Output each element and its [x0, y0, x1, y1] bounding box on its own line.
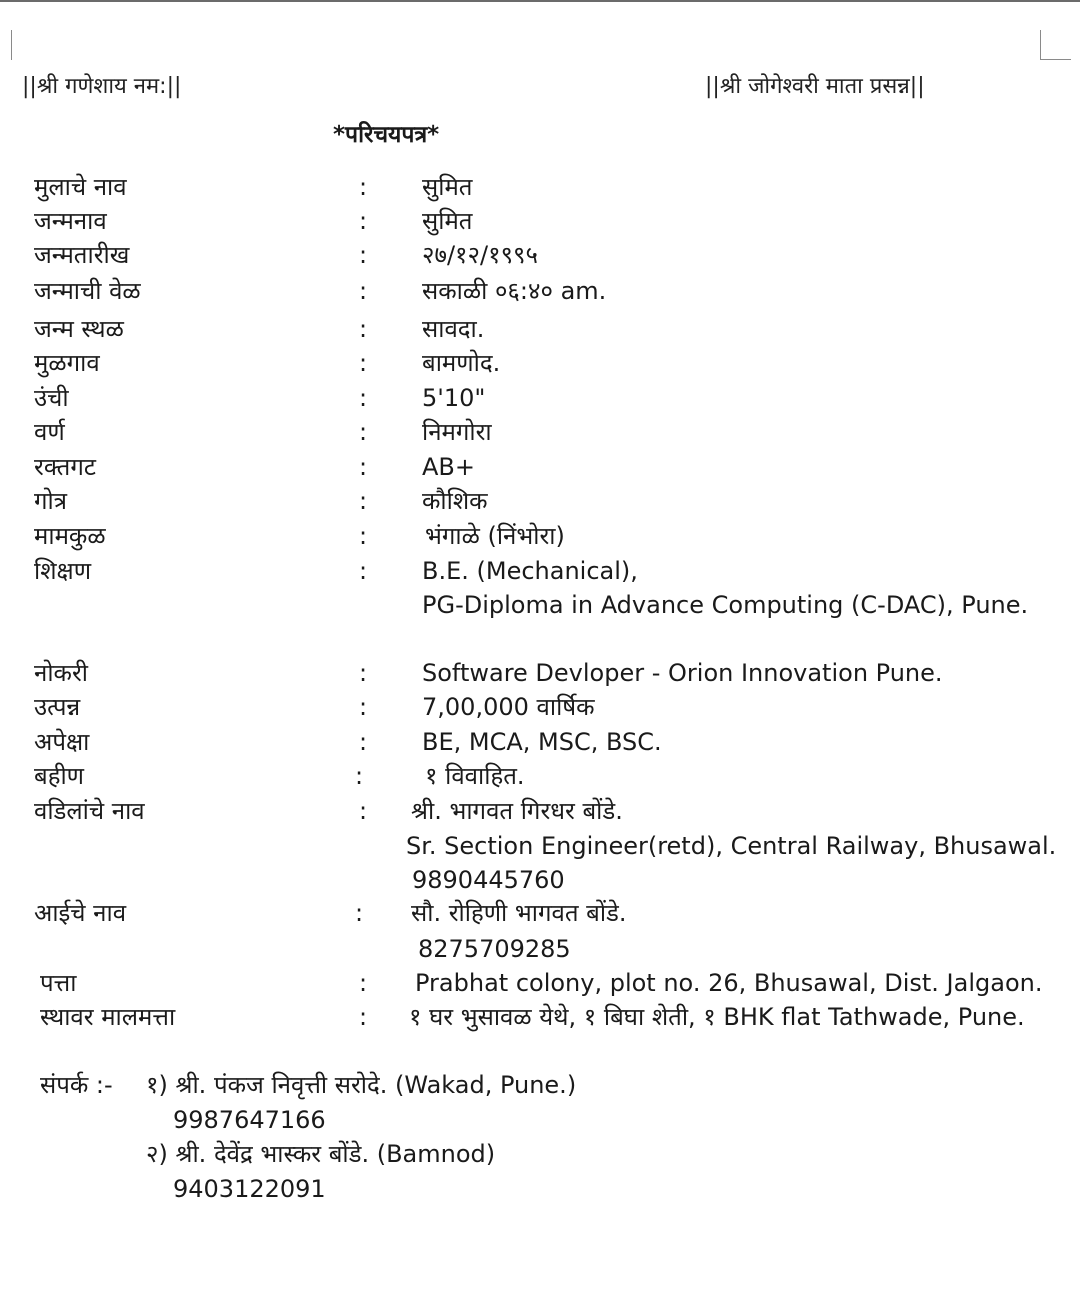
row-complexion: [0, 415, 1080, 449]
row-maternal-family: [0, 519, 1080, 553]
field-colon: :: [359, 522, 368, 550]
row-education: [0, 554, 1080, 588]
field-colon: :: [359, 315, 368, 343]
row-native-village: [0, 346, 1080, 380]
field-colon: :: [359, 969, 368, 997]
right-margin-marker: [1040, 30, 1071, 60]
row-birth-name: [0, 204, 1080, 238]
mother-phone: 8275709285: [418, 935, 571, 963]
field-colon: :: [359, 453, 368, 481]
field-label: नोकरी: [34, 659, 88, 687]
row-father-name: [0, 794, 1080, 828]
field-label: मुळगाव: [34, 349, 100, 377]
top-border-line: [0, 0, 1080, 2]
field-label: जन्माची वेळ: [34, 277, 141, 305]
row-birth-place: [0, 312, 1080, 346]
field-value: श्री. भागवत गिरधर बोंडे.: [411, 797, 623, 825]
field-value: AB+: [422, 453, 475, 481]
row-address: [0, 966, 1080, 1000]
field-label: शिक्षण: [34, 557, 92, 585]
field-label: उंची: [34, 384, 69, 412]
contact-2-name: २) श्री. देवेंद्र भास्कर बोंडे. (Bamnod): [146, 1140, 496, 1168]
row-height: [0, 381, 1080, 415]
row-property: [0, 1000, 1080, 1034]
field-value: १ विवाहित.: [425, 762, 525, 790]
field-label: स्थावर मालमत्ता: [40, 1003, 176, 1031]
field-label: जन्मतारीख: [34, 241, 130, 269]
field-value: बामणोद.: [422, 349, 501, 377]
document-title: *परिचयपत्र*: [333, 122, 440, 148]
field-value: सकाळी ०६:४० am.: [422, 277, 607, 305]
father-phone: 9890445760: [412, 866, 565, 894]
field-value: BE, MCA, MSC, BSC.: [422, 728, 662, 756]
field-label: पत्ता: [40, 969, 77, 997]
field-colon: :: [359, 384, 368, 412]
education-line-2: PG-Diploma in Advance Computing (C-DAC), Pune.: [422, 591, 1029, 619]
field-value: 7,00,000 वार्षिक: [422, 693, 595, 721]
contact-1-phone: 9987647166: [173, 1106, 326, 1134]
field-label: जन्म स्थळ: [34, 315, 124, 343]
row-blood-group: [0, 450, 1080, 484]
field-value: Software Devloper - Orion Innovation Pune.: [422, 659, 943, 687]
field-value: सावदा.: [422, 315, 485, 343]
row-boy-name: [0, 170, 1080, 204]
contact-label: संपर्क :-: [40, 1071, 113, 1099]
field-colon: :: [359, 487, 368, 515]
field-colon: :: [359, 659, 368, 687]
field-label: अपेक्षा: [34, 728, 90, 756]
row-job: [0, 656, 1080, 690]
header-right-invocation: ||श्री जोगेश्वरी माता प्रसन्न||: [705, 74, 925, 99]
field-colon: :: [359, 728, 368, 756]
field-label: मामकुळ: [34, 522, 106, 550]
field-value: २७/१२/१९९५: [422, 241, 539, 269]
field-colon: :: [355, 762, 364, 790]
field-colon: :: [359, 207, 368, 235]
father-occupation: Sr. Section Engineer(retd), Central Railway, Bhusawal.: [406, 832, 1057, 860]
field-value: कौशिक: [422, 487, 488, 515]
field-value: Prabhat colony, plot no. 26, Bhusawal, Dist. Jalgaon.: [415, 969, 1043, 997]
field-label: वर्ण: [34, 418, 65, 446]
row-mother-name: [0, 896, 1080, 930]
field-colon: :: [359, 173, 368, 201]
contact-2-phone: 9403122091: [173, 1175, 326, 1203]
field-value: सौ. रोहिणी भागवत बोंडे.: [411, 899, 627, 927]
field-value: सुमित: [422, 207, 473, 235]
row-sister: [0, 759, 1080, 793]
field-colon: :: [359, 797, 368, 825]
field-label: आईचे नाव: [34, 899, 127, 927]
field-label: उत्पन्न: [34, 693, 81, 721]
field-value: निमगोरा: [422, 418, 492, 446]
row-birth-time: [0, 274, 1080, 308]
field-label: गोत्र: [34, 487, 67, 515]
row-gotra: [0, 484, 1080, 518]
field-label: रक्तगट: [34, 453, 96, 481]
row-expectation: [0, 725, 1080, 759]
field-colon: :: [359, 693, 368, 721]
field-label: मुलाचे नाव: [34, 173, 127, 201]
field-colon: :: [359, 241, 368, 269]
field-label: जन्मनाव: [34, 207, 107, 235]
field-label: वडिलांचे नाव: [34, 797, 145, 825]
field-colon: :: [359, 349, 368, 377]
field-value: 5'10": [422, 384, 486, 412]
row-birth-date: [0, 238, 1080, 272]
field-colon: :: [359, 1003, 368, 1031]
field-colon: :: [359, 557, 368, 585]
field-colon: :: [359, 277, 368, 305]
field-value: सुमित: [422, 173, 473, 201]
contact-1-name: १) श्री. पंकज निवृत्ती सरोदे. (Wakad, Pune.): [146, 1071, 577, 1099]
header-left-invocation: ||श्री गणेशाय नम:||: [22, 74, 182, 99]
field-colon: :: [359, 418, 368, 446]
field-value: १ घर भुसावळ येथे, १ बिघा शेती, १ BHK flat Tathwade, Pune.: [409, 1003, 1025, 1031]
field-label: बहीण: [34, 762, 85, 790]
row-income: [0, 690, 1080, 724]
left-margin-marker: [10, 30, 12, 60]
field-colon: :: [355, 899, 364, 927]
field-value: भंगाळे (निंभोरा): [425, 522, 565, 550]
field-value: B.E. (Mechanical),: [422, 557, 638, 585]
